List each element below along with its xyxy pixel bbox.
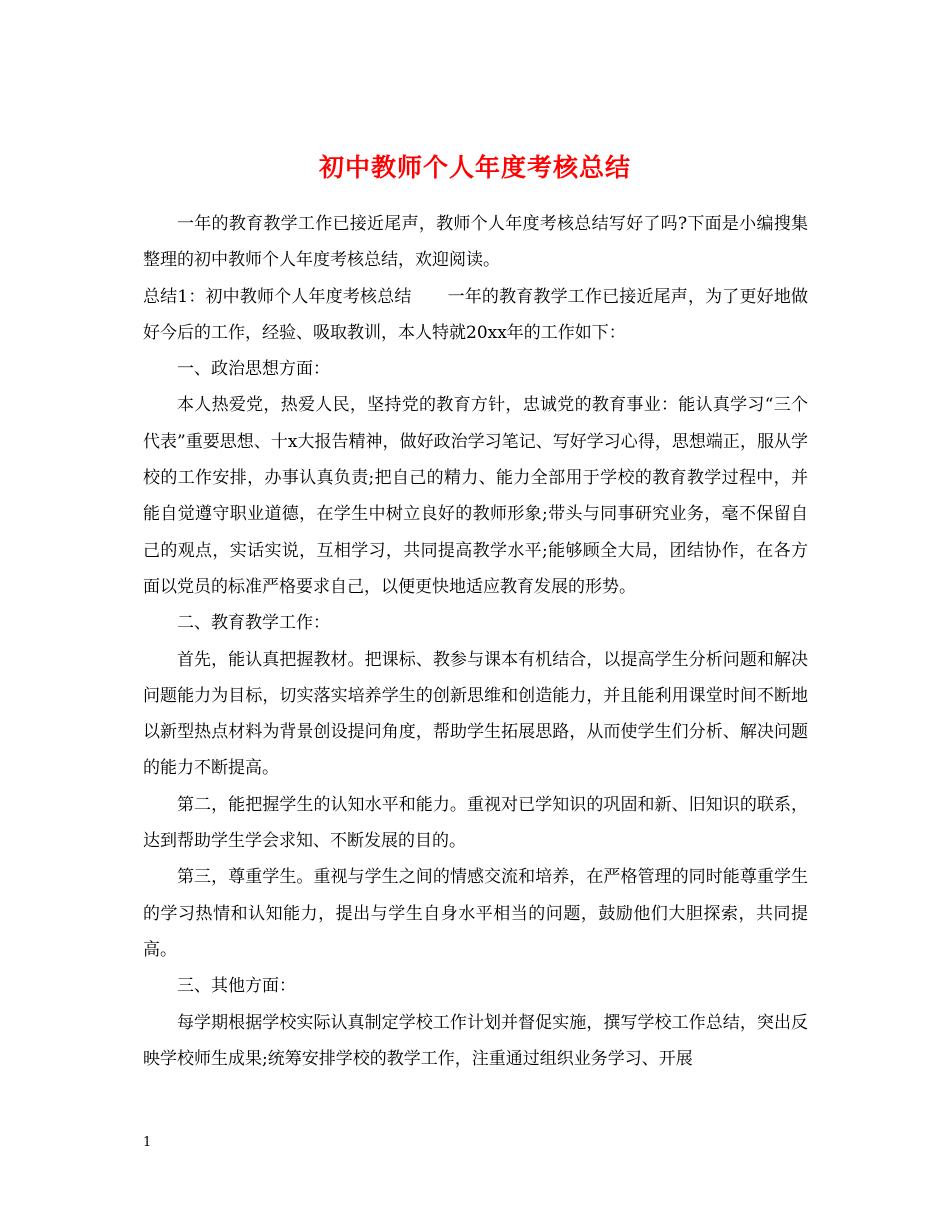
intro-paragraph: 一年的教育教学工作已接近尾声，教师个人年度考核总结写好了吗?下面是小编搜集整理的初中教师个人年度考核总结，欢迎阅读。: [143, 214, 808, 271]
section-paragraph-teaching-second: 第二，能把握学生的认知水平和能力。重视对已学知识的巩固和新、旧知识的联系，达到帮助学生学会求知、不断发展的目的。: [143, 794, 808, 852]
summary-intro-text: 一年的教育教学工作已接近尾声，为了更好地做好今后的工作，经验、吸取教训，本人特就20xx年的工作如下：: [143, 286, 808, 343]
page-number: 1: [143, 1135, 152, 1150]
section-paragraph-teaching-third: 第三，尊重学生。重视与学生之间的情感交流和培养，在严格管理的同时能尊重学生的学习热情和认知能力，提出与学生自身水平相当的问题，鼓励他们大胆探索，共同提高。: [143, 867, 808, 960]
document-title: 初中教师个人年度考核总结: [318, 152, 631, 182]
section-heading-teaching: 二、教育教学工作：: [177, 613, 330, 634]
section-paragraph-teaching-first: 首先，能认真把握教材。把课标、教参与课本有机结合，以提高学生分析问题和解决问题能力为目标，切实落实培养学生的创新思维和创造能力，并且能利用课堂时间不断地以新型热点材料为背景创设提问角度，帮助学生拓展思路，从而使学生们分析、解决问题的能力不断提高。: [143, 649, 808, 779]
document-body: [143, 206, 808, 1077]
section-paragraph-other: 每学期根据学校实际认真制定学校工作计划并督促实施，撰写学校工作总结，突出反映学校师生成果;统筹安排学校的教学工作，注重通过组织业务学习、开展: [143, 1012, 808, 1069]
section-paragraph-politics: 本人热爱党，热爱人民，坚持党的教育方针，忠诚党的教育事业：能认真学习“三个代表”重要思想、十x大报告精神，做好政治学习笔记、写好学习心得，思想端正，服从学校的工作安排，办事认真负责;把自己的精力、能力全部用于学校的教育教学过程中，并能自觉遵守职业道德，在学生中树立良好的教师形象;带头与同事研究业务，毫不保留自己的观点，实话实说，互相学习，共同提高教学水平;能够顾全大局，团结协作，在各方面以党员的标准严格要求自己，以便更快地适应教育发展的形势。: [143, 395, 808, 597]
section-heading-other: 三、其他方面：: [177, 976, 296, 997]
section-heading-politics: 一、政治思想方面：: [177, 359, 330, 380]
summary-heading: 总结1：初中教师个人年度考核总结: [143, 286, 412, 307]
summary-paragraph: [143, 279, 808, 352]
